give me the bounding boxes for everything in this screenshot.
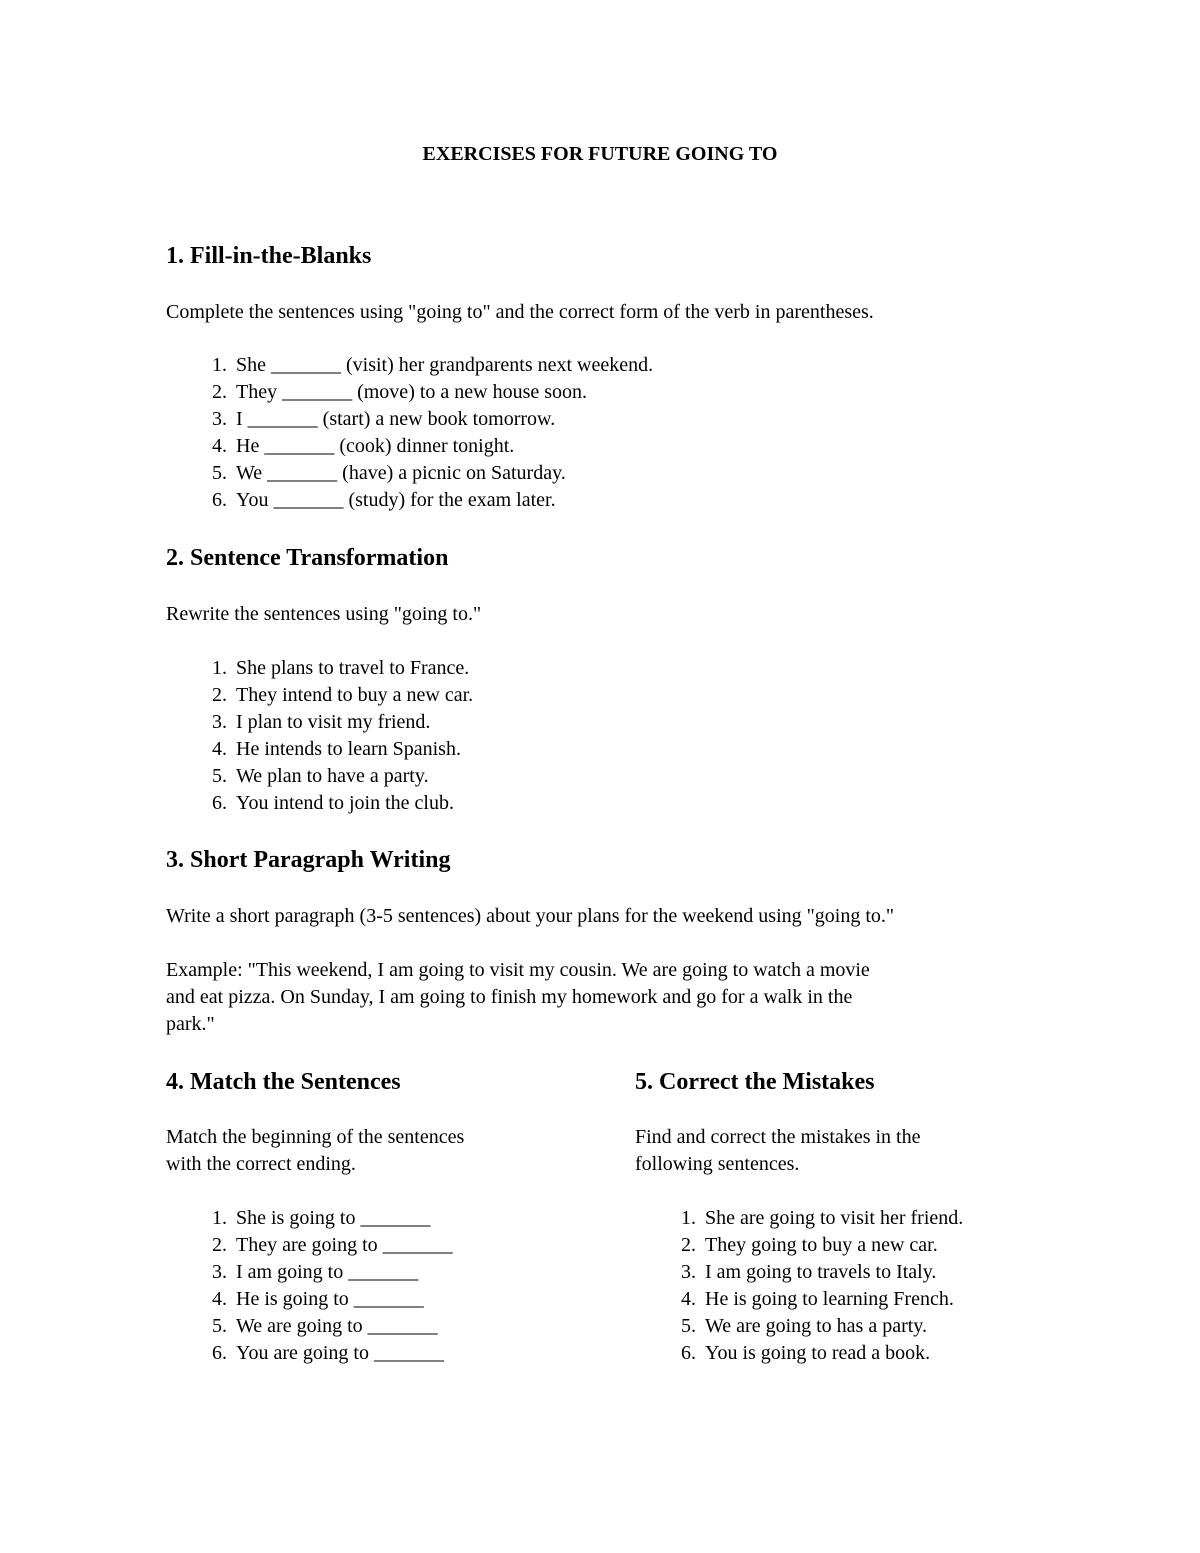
section-heading-sentence-transformation: 2. Sentence Transformation xyxy=(166,545,449,571)
example-line: Example: "This weekend, I am going to visit my cousin. We are going to watch a movie xyxy=(166,959,870,981)
item-text: She are going to visit her friend. xyxy=(705,1207,964,1229)
item-number: 2. xyxy=(212,381,227,403)
list-item xyxy=(635,1232,963,1259)
item-number: 1. xyxy=(681,1207,696,1229)
list-item xyxy=(166,1313,453,1340)
item-number: 2. xyxy=(212,1234,227,1256)
list-item xyxy=(166,655,473,682)
section-instruction: with the correct ending. xyxy=(166,1153,356,1175)
list-item xyxy=(635,1259,963,1286)
list-item xyxy=(166,1232,453,1259)
item-number: 1. xyxy=(212,354,227,376)
item-number: 1. xyxy=(212,657,227,679)
list-item xyxy=(635,1286,963,1313)
list-item xyxy=(166,763,473,790)
item-text: He is going to _______ xyxy=(236,1288,424,1310)
item-number: 4. xyxy=(681,1288,696,1310)
section-instruction: Find and correct the mistakes in the xyxy=(635,1126,921,1148)
item-number: 6. xyxy=(212,489,227,511)
item-text: I _______ (start) a new book tomorrow. xyxy=(236,408,556,430)
item-text: We _______ (have) a picnic on Saturday. xyxy=(236,462,566,484)
item-number: 5. xyxy=(212,1315,227,1337)
item-number: 5. xyxy=(212,765,227,787)
item-number: 5. xyxy=(212,462,227,484)
list-item xyxy=(166,736,473,763)
page-title: EXERCISES FOR FUTURE GOING TO xyxy=(422,143,778,165)
item-text: They going to buy a new car. xyxy=(705,1234,938,1256)
item-text: I plan to visit my friend. xyxy=(236,711,431,733)
list-item xyxy=(166,682,473,709)
list-item xyxy=(166,709,473,736)
item-number: 6. xyxy=(212,792,227,814)
item-number: 1. xyxy=(212,1207,227,1229)
item-text: We are going to _______ xyxy=(236,1315,438,1337)
item-number: 2. xyxy=(681,1234,696,1256)
section-heading-match-the-sentences: 4. Match the Sentences xyxy=(166,1069,401,1095)
item-text: They _______ (move) to a new house soon. xyxy=(236,381,588,403)
item-text: They intend to buy a new car. xyxy=(236,684,474,706)
item-text: We are going to has a party. xyxy=(705,1315,928,1337)
list-item xyxy=(166,790,473,817)
item-number: 4. xyxy=(212,738,227,760)
item-text: They are going to _______ xyxy=(236,1234,453,1256)
item-number: 3. xyxy=(212,1261,227,1283)
item-text: I am going to travels to Italy. xyxy=(705,1261,937,1283)
section-instruction: Complete the sentences using "going to" and the correct form of the verb in parentheses. xyxy=(166,301,874,323)
item-text: She is going to _______ xyxy=(236,1207,431,1229)
list-item xyxy=(166,487,653,514)
item-text: He is going to learning French. xyxy=(705,1288,954,1310)
item-number: 6. xyxy=(681,1342,696,1364)
item-number: 4. xyxy=(212,435,227,457)
list-item xyxy=(166,1340,453,1367)
item-text: You are going to _______ xyxy=(236,1342,444,1364)
list-item xyxy=(166,1205,453,1232)
item-text: You intend to join the club. xyxy=(236,792,454,814)
list-item xyxy=(635,1340,963,1367)
item-text: He intends to learn Spanish. xyxy=(236,738,461,760)
section-instruction: following sentences. xyxy=(635,1153,800,1175)
list-item xyxy=(166,433,653,460)
item-number: 4. xyxy=(212,1288,227,1310)
section-heading-correct-the-mistakes: 5. Correct the Mistakes xyxy=(635,1069,875,1095)
item-text: We plan to have a party. xyxy=(236,765,429,787)
section-heading-short-paragraph-writing: 3. Short Paragraph Writing xyxy=(166,847,451,873)
item-number: 3. xyxy=(212,711,227,733)
list-item xyxy=(166,1259,453,1286)
item-number: 3. xyxy=(212,408,227,430)
example-line: park." xyxy=(166,1013,215,1035)
list-item xyxy=(166,460,653,487)
item-number: 2. xyxy=(212,684,227,706)
item-text: I am going to _______ xyxy=(236,1261,419,1283)
item-text: She _______ (visit) her grandparents next weekend. xyxy=(236,354,654,376)
item-number: 5. xyxy=(681,1315,696,1337)
match-the-sentences-list xyxy=(166,1205,453,1367)
list-item xyxy=(166,1286,453,1313)
list-item xyxy=(166,379,653,406)
section-instruction: Rewrite the sentences using "going to." xyxy=(166,603,482,625)
item-text: You _______ (study) for the exam later. xyxy=(236,489,556,511)
section-instruction: Match the beginning of the sentences xyxy=(166,1126,465,1148)
section-instruction: Write a short paragraph (3-5 sentences) about your plans for the weekend using "going to." xyxy=(166,905,895,927)
list-item xyxy=(635,1313,963,1340)
correct-the-mistakes-list xyxy=(635,1205,963,1367)
list-item xyxy=(166,352,653,379)
item-text: You is going to read a book. xyxy=(705,1342,931,1364)
item-text: He _______ (cook) dinner tonight. xyxy=(236,435,515,457)
list-item xyxy=(635,1205,963,1232)
list-item xyxy=(166,406,653,433)
section-heading-fill-in-the-blanks: 1. Fill-in-the-Blanks xyxy=(166,243,372,269)
item-number: 6. xyxy=(212,1342,227,1364)
sentence-transformation-list xyxy=(166,655,473,817)
example-line: and eat pizza. On Sunday, I am going to finish my homework and go for a walk in the xyxy=(166,986,853,1008)
item-number: 3. xyxy=(681,1261,696,1283)
item-text: She plans to travel to France. xyxy=(236,657,470,679)
fill-in-the-blanks-list xyxy=(166,352,653,514)
